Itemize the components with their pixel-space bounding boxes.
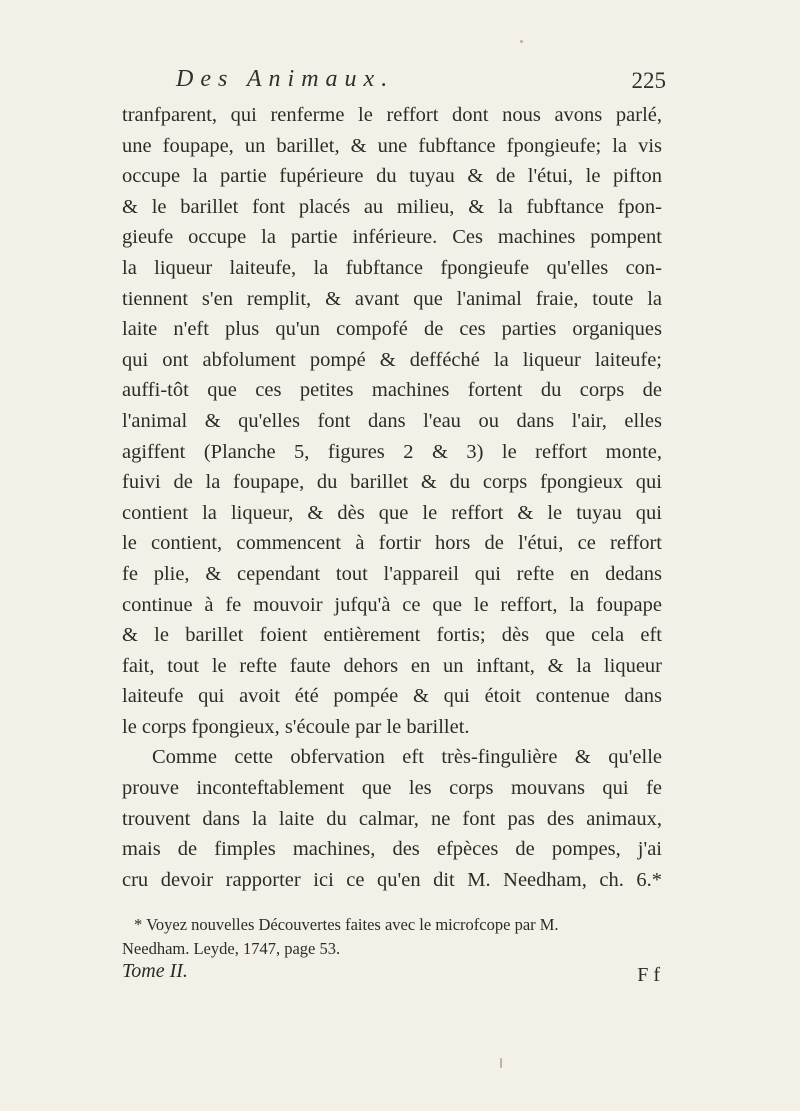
text-line: la liqueur laiteufe, la fubftance fpongieufe qu'elles con- [122, 256, 662, 279]
text-line: contient la liqueur, & dès que le reffort & le tuyau qui [122, 501, 662, 524]
text-line: mais de fimples machines, des efpèces de pompes, j'ai [122, 838, 662, 861]
text-line: une foupape, un barillet, & une fubftance fpongieufe; la vis [122, 134, 662, 157]
paper-speck [520, 40, 523, 43]
text-line: laite n'eft plus qu'un compofé de ces parties organiques [122, 318, 662, 341]
text-line: & le barillet foient entièrement fortis; dès que cela eft [122, 624, 662, 647]
text-line: tranfparent, qui renferme le reffort dont nous avons parlé, [122, 104, 662, 126]
text-line: le corps fpongieux, s'écoule par le barillet. [122, 715, 470, 738]
text-line: agiffent (Planche 5, figures 2 & 3) le reffort monte, [122, 440, 662, 463]
text-line: prouve inconteftablement que les corps mouvans qui fe [122, 777, 662, 800]
text-line: fe plie, & cependant tout l'appareil qui refte en dedans [122, 562, 662, 585]
text-line: tiennent s'en remplit, & avant que l'animal fraie, toute la [122, 287, 662, 310]
text-line: & le barillet font placés au milieu, & la fubftance fpon- [122, 195, 662, 218]
text-line: trouvent dans la laite du calmar, ne font pas des animaux, [122, 807, 662, 830]
footnote-line: Needham. Leyde, 1747, page 53. [122, 939, 341, 958]
paper-speck [500, 1058, 502, 1068]
page-footer [122, 960, 660, 990]
body-text [122, 100, 662, 895]
page-header [176, 66, 666, 100]
text-line: qui ont abfolument pompé & defféché la liqueur laiteufe; [122, 348, 662, 371]
text-line: gieufe occupe la partie inférieure. Ces machines pompent [122, 226, 662, 249]
text-line: l'animal & qu'elles font dans l'eau ou dans l'air, elles [122, 409, 662, 432]
paragraph-start: Comme cette obfervation eft très-fingulière & qu'elle [152, 746, 662, 769]
text-line: fait, tout le refte faute dehors en un inftant, & la liqueur [122, 654, 662, 677]
page-number: 225 [631, 68, 666, 93]
volume-label: Tome II. [122, 960, 188, 982]
running-title: Des Animaux. [176, 66, 395, 92]
text-line: laiteufe qui avoit été pompée & qui étoit contenue dans [122, 685, 662, 708]
text-line: cru devoir rapporter ici ce qu'en dit M. Needham, ch. 6.* [122, 868, 662, 891]
text-line: le contient, commencent à fortir hors de l'étui, ce reffort [122, 532, 662, 555]
footnote [122, 913, 662, 961]
text-line: occupe la partie fupérieure du tuyau & de l'étui, le pifton [122, 165, 662, 188]
signature-mark: F f [637, 964, 660, 986]
footnote-line: * Voyez nouvelles Découvertes faites avec le microfcope par M. [134, 915, 559, 934]
text-line: auffi-tôt que ces petites machines fortent du corps de [122, 379, 662, 402]
text-line: fuivi de la foupape, du barillet & du corps fpongieux qui [122, 471, 662, 494]
text-line: continue à fe mouvoir jufqu'à ce que le reffort, la foupape [122, 593, 662, 616]
